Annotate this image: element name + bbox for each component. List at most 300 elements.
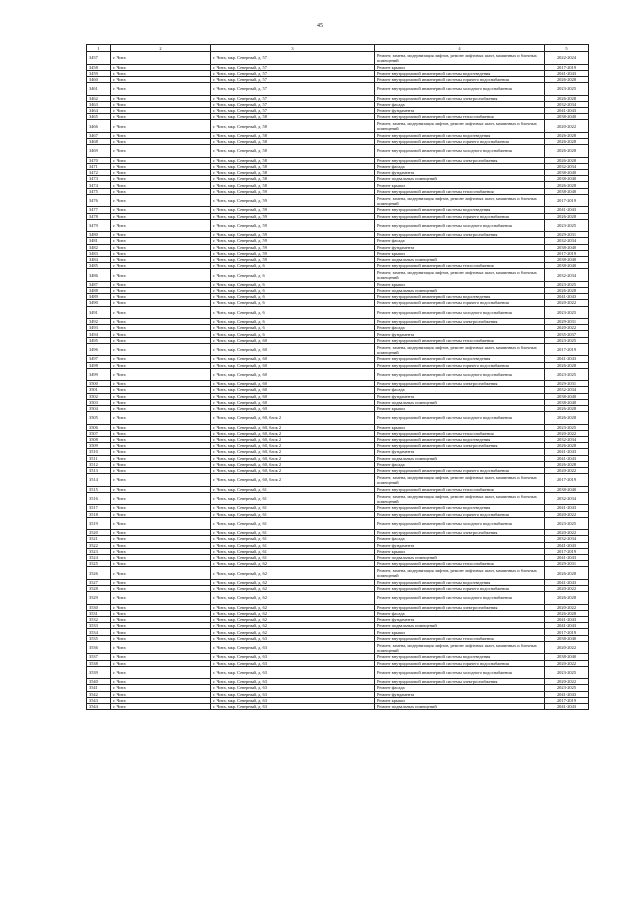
row-locality: г. Чита (111, 207, 211, 213)
row-period: 2026-2028 (545, 610, 589, 616)
row-address: г. Чита, мкр. Северный, д. 61 (211, 505, 375, 511)
row-work-type: Ремонт фундамента (375, 331, 545, 337)
row-address: г. Чита, мкр. Северный, д. 61 (211, 530, 375, 536)
table-row (87, 269, 589, 282)
row-number: 3536 (87, 641, 111, 654)
row-period: 2038-2040 (545, 486, 589, 492)
row-address: г. Чита, мкр. Северный, д. 60, блок 2 (211, 412, 375, 425)
row-work-type: Ремонт, замена, модернизация лифтов, ремонт лифтовых шахт, машинных и блочных помещений (375, 641, 545, 654)
row-locality: г. Чита (111, 697, 211, 703)
row-address: г. Чита, мкр. Северный, д. 59 (211, 256, 375, 262)
row-number: 3492 (87, 319, 111, 325)
row-number: 3465 (87, 114, 111, 120)
row-number: 3503 (87, 399, 111, 405)
row-locality: г. Чита (111, 176, 211, 182)
row-work-type: Ремонт внутридомовой инженерной системы водоотведения (375, 294, 545, 300)
row-number: 3460 (87, 76, 111, 82)
row-period: 2032-2034 (545, 101, 589, 107)
table-row (87, 412, 589, 425)
row-address: г. Чита, мкр. Северный, д. 60 (211, 337, 375, 343)
row-locality: г. Чита (111, 511, 211, 517)
row-work-type: Ремонт, замена, модернизация лифтов, ремонт лифтовых шахт, машинных и блочных помещений (375, 343, 545, 356)
row-work-type: Ремонт, замена, модернизация лифтов, ремонт лифтовых шахт, машинных и блочных помещений (375, 194, 545, 207)
row-number: 3526 (87, 567, 111, 580)
row-address: г. Чита, мкр. Северный, д. 60, блок 2 (211, 424, 375, 430)
row-work-type: Ремонт внутридомовой инженерной системы холодного водоснабжения (375, 306, 545, 319)
row-period: 2023-2025 (545, 685, 589, 691)
row-address: г. Чита, мкр. Северный, д. 59 (211, 207, 375, 213)
row-address: г. Чита, мкр. Северный, д. 60 (211, 356, 375, 362)
table-row (87, 306, 589, 319)
row-locality: г. Чита (111, 219, 211, 232)
row-locality: г. Чита (111, 629, 211, 635)
row-address: г. Чита, мкр. Северный, д. 59 (211, 188, 375, 194)
row-period: 2020-2022 (545, 530, 589, 536)
row-address: г. Чита, мкр. Северный, д. 59 (211, 250, 375, 256)
row-address: г. Чита, мкр. Северный, д. 61 (211, 536, 375, 542)
row-number: 3499 (87, 368, 111, 381)
row-locality: г. Чита (111, 617, 211, 623)
row-work-type: Ремонт крыши (375, 548, 545, 554)
row-locality: г. Чита (111, 437, 211, 443)
row-number: 3512 (87, 461, 111, 467)
row-number: 3502 (87, 393, 111, 399)
row-locality: г. Чита (111, 107, 211, 113)
row-number: 3477 (87, 207, 111, 213)
row-period: 2026-2028 (545, 213, 589, 219)
row-locality: г. Чита (111, 120, 211, 133)
row-period: 2038-2040 (545, 393, 589, 399)
row-address: г. Чита, мкр. Северный, д. 6 (211, 325, 375, 331)
row-number: 3486 (87, 269, 111, 282)
row-address: г. Чита, мкр. Северный, д. 63 (211, 666, 375, 679)
row-number: 3478 (87, 213, 111, 219)
row-address: г. Чита, мкр. Северный, д. 62 (211, 586, 375, 592)
row-number: 3485 (87, 263, 111, 269)
row-number: 3487 (87, 281, 111, 287)
row-period: 2023-2025 (545, 666, 589, 679)
row-work-type: Ремонт внутридомовой инженерной системы водоотведения (375, 579, 545, 585)
row-period: 2023-2025 (545, 517, 589, 530)
row-period: 2038-2040 (545, 654, 589, 660)
row-period: 2041-2043 (545, 70, 589, 76)
row-address: г. Чита, мкр. Северный, д. 61 (211, 486, 375, 492)
row-number: 3509 (87, 443, 111, 449)
row-work-type: Ремонт внутридомовой инженерной системы горячего водоснабжения (375, 511, 545, 517)
column-number: 1 (87, 45, 111, 52)
row-work-type: Ремонт внутридомовой инженерной системы водоотведения (375, 356, 545, 362)
row-number: 3462 (87, 95, 111, 101)
row-number: 3482 (87, 244, 111, 250)
row-work-type: Ремонт фасада (375, 461, 545, 467)
row-number: 3532 (87, 617, 111, 623)
row-address: г. Чита, мкр. Северный, д. 57 (211, 101, 375, 107)
row-number: 3464 (87, 107, 111, 113)
row-work-type: Ремонт крыши (375, 250, 545, 256)
row-work-type: Ремонт внутридомовой инженерной системы водоотведения (375, 505, 545, 511)
row-work-type: Ремонт внутридомовой инженерной системы электроснабжения (375, 95, 545, 101)
row-locality: г. Чита (111, 666, 211, 679)
row-work-type: Ремонт внутридомовой инженерной системы теплоснабжения (375, 337, 545, 343)
row-locality: г. Чита (111, 443, 211, 449)
row-work-type: Ремонт внутридомовой инженерной системы теплоснабжения (375, 263, 545, 269)
row-work-type: Ремонт внутридомовой инженерной системы теплоснабжения (375, 114, 545, 120)
row-period: 2038-2040 (545, 635, 589, 641)
row-number: 3473 (87, 176, 111, 182)
row-locality: г. Чита (111, 691, 211, 697)
row-address: г. Чита, мкр. Северный, д. 58 (211, 182, 375, 188)
row-period: 2026-2028 (545, 76, 589, 82)
row-address: г. Чита, мкр. Северный, д. 62 (211, 579, 375, 585)
table-row (87, 52, 589, 65)
row-period: 2041-2043 (545, 623, 589, 629)
row-address: г. Чита, мкр. Северный, д. 59 (211, 238, 375, 244)
row-locality: г. Чита (111, 554, 211, 560)
row-period: 2017-2019 (545, 343, 589, 356)
row-locality: г. Чита (111, 70, 211, 76)
row-work-type: Ремонт внутридомовой инженерной системы водоотведения (375, 654, 545, 660)
row-period: 2038-2040 (545, 399, 589, 405)
row-number: 3493 (87, 325, 111, 331)
row-locality: г. Чита (111, 157, 211, 163)
row-number: 3500 (87, 381, 111, 387)
row-work-type: Ремонт внутридомовой инженерной системы теплоснабжения (375, 188, 545, 194)
row-address: г. Чита, мкр. Северный, д. 63 (211, 685, 375, 691)
row-number: 3484 (87, 256, 111, 262)
row-locality: г. Чита (111, 486, 211, 492)
row-address: г. Чита, мкр. Северный, д. 63 (211, 635, 375, 641)
row-locality: г. Чита (111, 300, 211, 306)
row-work-type: Ремонт фундамента (375, 244, 545, 250)
row-locality: г. Чита (111, 232, 211, 238)
row-work-type: Ремонт крыши (375, 182, 545, 188)
row-period: 2026-2028 (545, 362, 589, 368)
row-address: г. Чита, мкр. Северный, д. 57 (211, 76, 375, 82)
row-locality: г. Чита (111, 449, 211, 455)
row-period: 2023-2025 (545, 83, 589, 96)
row-period: 2041-2043 (545, 107, 589, 113)
row-work-type: Ремонт внутридомовой инженерной системы водоотведения (375, 437, 545, 443)
row-number: 3515 (87, 486, 111, 492)
row-period: 2029-2031 (545, 319, 589, 325)
row-period: 2041-2043 (545, 691, 589, 697)
row-locality: г. Чита (111, 610, 211, 616)
row-address: г. Чита, мкр. Северный, д. 6 (211, 306, 375, 319)
row-work-type: Ремонт внутридомовой инженерной системы холодного водоснабжения (375, 368, 545, 381)
row-address: г. Чита, мкр. Северный, д. 6 (211, 319, 375, 325)
row-locality: г. Чита (111, 635, 211, 641)
row-number: 3513 (87, 467, 111, 473)
row-period: 2026-2028 (545, 592, 589, 605)
row-address: г. Чита, мкр. Северный, д. 58 (211, 114, 375, 120)
row-address: г. Чита, мкр. Северный, д. 6 (211, 300, 375, 306)
row-work-type: Ремонт подвальных помещений (375, 623, 545, 629)
row-work-type: Ремонт фасада (375, 238, 545, 244)
row-address: г. Чита, мкр. Северный, д. 60, блок 2 (211, 455, 375, 461)
row-work-type: Ремонт внутридомовой инженерной системы горячего водоснабжения (375, 300, 545, 306)
row-work-type: Ремонт внутридомовой инженерной системы горячего водоснабжения (375, 467, 545, 473)
row-work-type: Ремонт внутридомовой инженерной системы горячего водоснабжения (375, 586, 545, 592)
row-address: г. Чита, мкр. Северный, д. 62 (211, 592, 375, 605)
row-work-type: Ремонт внутридомовой инженерной системы горячего водоснабжения (375, 139, 545, 145)
row-work-type: Ремонт крыши (375, 281, 545, 287)
row-locality: г. Чита (111, 660, 211, 666)
row-locality: г. Чита (111, 548, 211, 554)
row-work-type: Ремонт внутридомовой инженерной системы электроснабжения (375, 319, 545, 325)
row-number: 3511 (87, 455, 111, 461)
row-number: 3474 (87, 182, 111, 188)
row-address: г. Чита, мкр. Северный, д. 57 (211, 95, 375, 101)
row-locality: г. Чита (111, 306, 211, 319)
row-number: 3507 (87, 430, 111, 436)
row-locality: г. Чита (111, 387, 211, 393)
table-row (87, 219, 589, 232)
row-work-type: Ремонт, замена, модернизация лифтов, ремонт лифтовых шахт, машинных и блочных помещений (375, 567, 545, 580)
row-period: 2020-2022 (545, 511, 589, 517)
row-locality: г. Чита (111, 269, 211, 282)
row-locality: г. Чита (111, 64, 211, 70)
row-work-type: Ремонт фундамента (375, 170, 545, 176)
table-row (87, 83, 589, 96)
row-locality: г. Чита (111, 52, 211, 65)
row-period: 2023-2025 (545, 368, 589, 381)
row-locality: г. Чита (111, 542, 211, 548)
row-locality: г. Чита (111, 474, 211, 487)
row-number: 3524 (87, 554, 111, 560)
row-address: г. Чита, мкр. Северный, д. 60 (211, 368, 375, 381)
row-period: 2041-2043 (545, 579, 589, 585)
row-period: 2032-2034 (545, 492, 589, 505)
row-period: 2029-2031 (545, 381, 589, 387)
register-table (86, 44, 589, 710)
row-period: 2020-2022 (545, 467, 589, 473)
row-address: г. Чита, мкр. Северный, д. 58 (211, 120, 375, 133)
row-number: 3542 (87, 691, 111, 697)
row-locality: г. Чита (111, 356, 211, 362)
row-work-type: Ремонт внутридомовой инженерной системы горячего водоснабжения (375, 362, 545, 368)
row-locality: г. Чита (111, 319, 211, 325)
row-locality: г. Чита (111, 188, 211, 194)
row-period: 2026-2028 (545, 139, 589, 145)
row-work-type: Ремонт, замена, модернизация лифтов, ремонт лифтовых шахт, машинных и блочных помещений (375, 52, 545, 65)
column-number: 2 (111, 45, 211, 52)
row-period: 2038-2040 (545, 114, 589, 120)
row-period: 2020-2022 (545, 120, 589, 133)
row-work-type: Ремонт внутридомовой инженерной системы холодного водоснабжения (375, 412, 545, 425)
row-period: 2026-2028 (545, 95, 589, 101)
row-work-type: Ремонт фасада (375, 387, 545, 393)
row-number: 3461 (87, 83, 111, 96)
row-period: 2017-2019 (545, 629, 589, 635)
row-period: 2020-2022 (545, 679, 589, 685)
row-period: 2041-2043 (545, 455, 589, 461)
row-number: 3527 (87, 579, 111, 585)
row-work-type: Ремонт подвальных помещений (375, 399, 545, 405)
row-address: г. Чита, мкр. Северный, д. 60, блок 2 (211, 437, 375, 443)
row-work-type: Ремонт подвальных помещений (375, 703, 545, 709)
row-period: 2026-2028 (545, 157, 589, 163)
row-locality: г. Чита (111, 76, 211, 82)
row-number: 3475 (87, 188, 111, 194)
row-locality: г. Чита (111, 586, 211, 592)
row-number: 3467 (87, 132, 111, 138)
table-row (87, 474, 589, 487)
row-work-type: Ремонт внутридомовой инженерной системы теплоснабжения (375, 430, 545, 436)
row-address: г. Чита, мкр. Северный, д. 59 (211, 194, 375, 207)
row-address: г. Чита, мкр. Северный, д. 60 (211, 393, 375, 399)
row-locality: г. Чита (111, 430, 211, 436)
row-period: 2041-2043 (545, 542, 589, 548)
row-address: г. Чита, мкр. Северный, д. 63 (211, 654, 375, 660)
row-work-type: Ремонт фасада (375, 163, 545, 169)
row-address: г. Чита, мкр. Северный, д. 61 (211, 554, 375, 560)
row-number: 3488 (87, 288, 111, 294)
row-number: 3498 (87, 362, 111, 368)
row-locality: г. Чита (111, 250, 211, 256)
row-locality: г. Чита (111, 685, 211, 691)
row-number: 3543 (87, 697, 111, 703)
row-work-type: Ремонт фасада (375, 610, 545, 616)
row-work-type: Ремонт внутридомовой инженерной системы водоотведения (375, 132, 545, 138)
row-period: 2038-2040 (545, 256, 589, 262)
row-period: 2020-2022 (545, 430, 589, 436)
row-work-type: Ремонт фасада (375, 101, 545, 107)
row-locality: г. Чита (111, 641, 211, 654)
row-work-type: Ремонт внутридомовой инженерной системы холодного водоснабжения (375, 592, 545, 605)
row-work-type: Ремонт внутридомовой инженерной системы горячего водоснабжения (375, 213, 545, 219)
row-locality: г. Чита (111, 213, 211, 219)
row-period: 2029-2031 (545, 561, 589, 567)
row-address: г. Чита, мкр. Северный, д. 63 (211, 660, 375, 666)
row-period: 2035-2037 (545, 331, 589, 337)
row-number: 3491 (87, 306, 111, 319)
table-row (87, 641, 589, 654)
row-locality: г. Чита (111, 244, 211, 250)
row-work-type: Ремонт подвальных помещений (375, 176, 545, 182)
row-number: 3533 (87, 623, 111, 629)
row-address: г. Чита, мкр. Северный, д. 60, блок 2 (211, 467, 375, 473)
row-address: г. Чита, мкр. Северный, д. 58 (211, 157, 375, 163)
row-number: 3521 (87, 536, 111, 542)
row-work-type: Ремонт внутридомовой инженерной системы холодного водоснабжения (375, 145, 545, 158)
row-locality: г. Чита (111, 703, 211, 709)
row-period: 2041-2043 (545, 207, 589, 213)
row-address: г. Чита, мкр. Северный, д. 60 (211, 362, 375, 368)
row-number: 3457 (87, 52, 111, 65)
row-number: 3466 (87, 120, 111, 133)
row-number: 3517 (87, 505, 111, 511)
row-locality: г. Чита (111, 331, 211, 337)
row-work-type: Ремонт внутридомовой инженерной системы электроснабжения (375, 530, 545, 536)
row-period: 2023-2025 (545, 219, 589, 232)
row-work-type: Ремонт внутридомовой инженерной системы холодного водоснабжения (375, 517, 545, 530)
row-work-type: Ремонт внутридомовой инженерной системы электроснабжения (375, 232, 545, 238)
table-row (87, 343, 589, 356)
row-address: г. Чита, мкр. Северный, д. 59 (211, 232, 375, 238)
row-period: 2032-2034 (545, 269, 589, 282)
row-number: 3497 (87, 356, 111, 362)
row-locality: г. Чита (111, 294, 211, 300)
row-period: 2020-2022 (545, 300, 589, 306)
row-address: г. Чита, мкр. Северный, д. 63 (211, 679, 375, 685)
row-locality: г. Чита (111, 424, 211, 430)
row-period: 2020-2022 (545, 604, 589, 610)
row-address: г. Чита, мкр. Северный, д. 60, блок 2 (211, 461, 375, 467)
row-number: 3544 (87, 703, 111, 709)
row-address: г. Чита, мкр. Северный, д. 60 (211, 387, 375, 393)
row-period: 2026-2028 (545, 182, 589, 188)
row-locality: г. Чита (111, 368, 211, 381)
row-address: г. Чита, мкр. Северный, д. 58 (211, 176, 375, 182)
row-address: г. Чита, мкр. Северный, д. 60 (211, 405, 375, 411)
row-work-type: Ремонт фундамента (375, 542, 545, 548)
row-address: г. Чита, мкр. Северный, д. 61 (211, 542, 375, 548)
row-locality: г. Чита (111, 517, 211, 530)
row-work-type: Ремонт внутридомовой инженерной системы электроснабжения (375, 443, 545, 449)
row-address: г. Чита, мкр. Северный, д. 58 (211, 132, 375, 138)
row-locality: г. Чита (111, 623, 211, 629)
row-locality: г. Чита (111, 467, 211, 473)
row-number: 3535 (87, 635, 111, 641)
row-period: 2038-2040 (545, 176, 589, 182)
table-row (87, 567, 589, 580)
row-number: 3534 (87, 629, 111, 635)
row-address: г. Чита, мкр. Северный, д. 6 (211, 288, 375, 294)
column-number-row (87, 45, 589, 52)
row-number: 3470 (87, 157, 111, 163)
row-locality: г. Чита (111, 139, 211, 145)
row-address: г. Чита, мкр. Северный, д. 62 (211, 561, 375, 567)
row-address: г. Чита, мкр. Северный, д. 61 (211, 548, 375, 554)
row-period: 2041-2043 (545, 449, 589, 455)
row-number: 3514 (87, 474, 111, 487)
row-locality: г. Чита (111, 461, 211, 467)
row-period: 2026-2028 (545, 145, 589, 158)
row-number: 3516 (87, 492, 111, 505)
row-address: г. Чита, мкр. Северный, д. 62 (211, 623, 375, 629)
row-locality: г. Чита (111, 256, 211, 262)
row-work-type: Ремонт фасада (375, 325, 545, 331)
row-work-type: Ремонт фасада (375, 685, 545, 691)
row-period: 2017-2019 (545, 697, 589, 703)
row-work-type: Ремонт внутридомовой инженерной системы теплоснабжения (375, 635, 545, 641)
row-work-type: Ремонт подвальных помещений (375, 554, 545, 560)
row-address: г. Чита, мкр. Северный, д. 63 (211, 641, 375, 654)
row-work-type: Ремонт фундамента (375, 691, 545, 697)
row-number: 3505 (87, 412, 111, 425)
row-address: г. Чита, мкр. Северный, д. 58 (211, 139, 375, 145)
row-work-type: Ремонт крыши (375, 697, 545, 703)
row-address: г. Чита, мкр. Северный, д. 57 (211, 52, 375, 65)
row-address: г. Чита, мкр. Северный, д. 59 (211, 244, 375, 250)
row-period: 2017-2019 (545, 474, 589, 487)
row-locality: г. Чита (111, 592, 211, 605)
row-locality: г. Чита (111, 654, 211, 660)
column-number: 5 (545, 45, 589, 52)
row-address: г. Чита, мкр. Северный, д. 60, блок 2 (211, 430, 375, 436)
row-number: 3490 (87, 300, 111, 306)
row-locality: г. Чита (111, 604, 211, 610)
row-work-type: Ремонт подвальных помещений (375, 256, 545, 262)
row-work-type: Ремонт фундамента (375, 617, 545, 623)
row-address: г. Чита, мкр. Северный, д. 62 (211, 610, 375, 616)
column-number: 3 (211, 45, 375, 52)
row-period: 2038-2040 (545, 170, 589, 176)
row-locality: г. Чита (111, 536, 211, 542)
row-work-type: Ремонт внутридомовой инженерной системы теплоснабжения (375, 486, 545, 492)
row-period: 2032-2034 (545, 163, 589, 169)
row-period: 2023-2025 (545, 281, 589, 287)
